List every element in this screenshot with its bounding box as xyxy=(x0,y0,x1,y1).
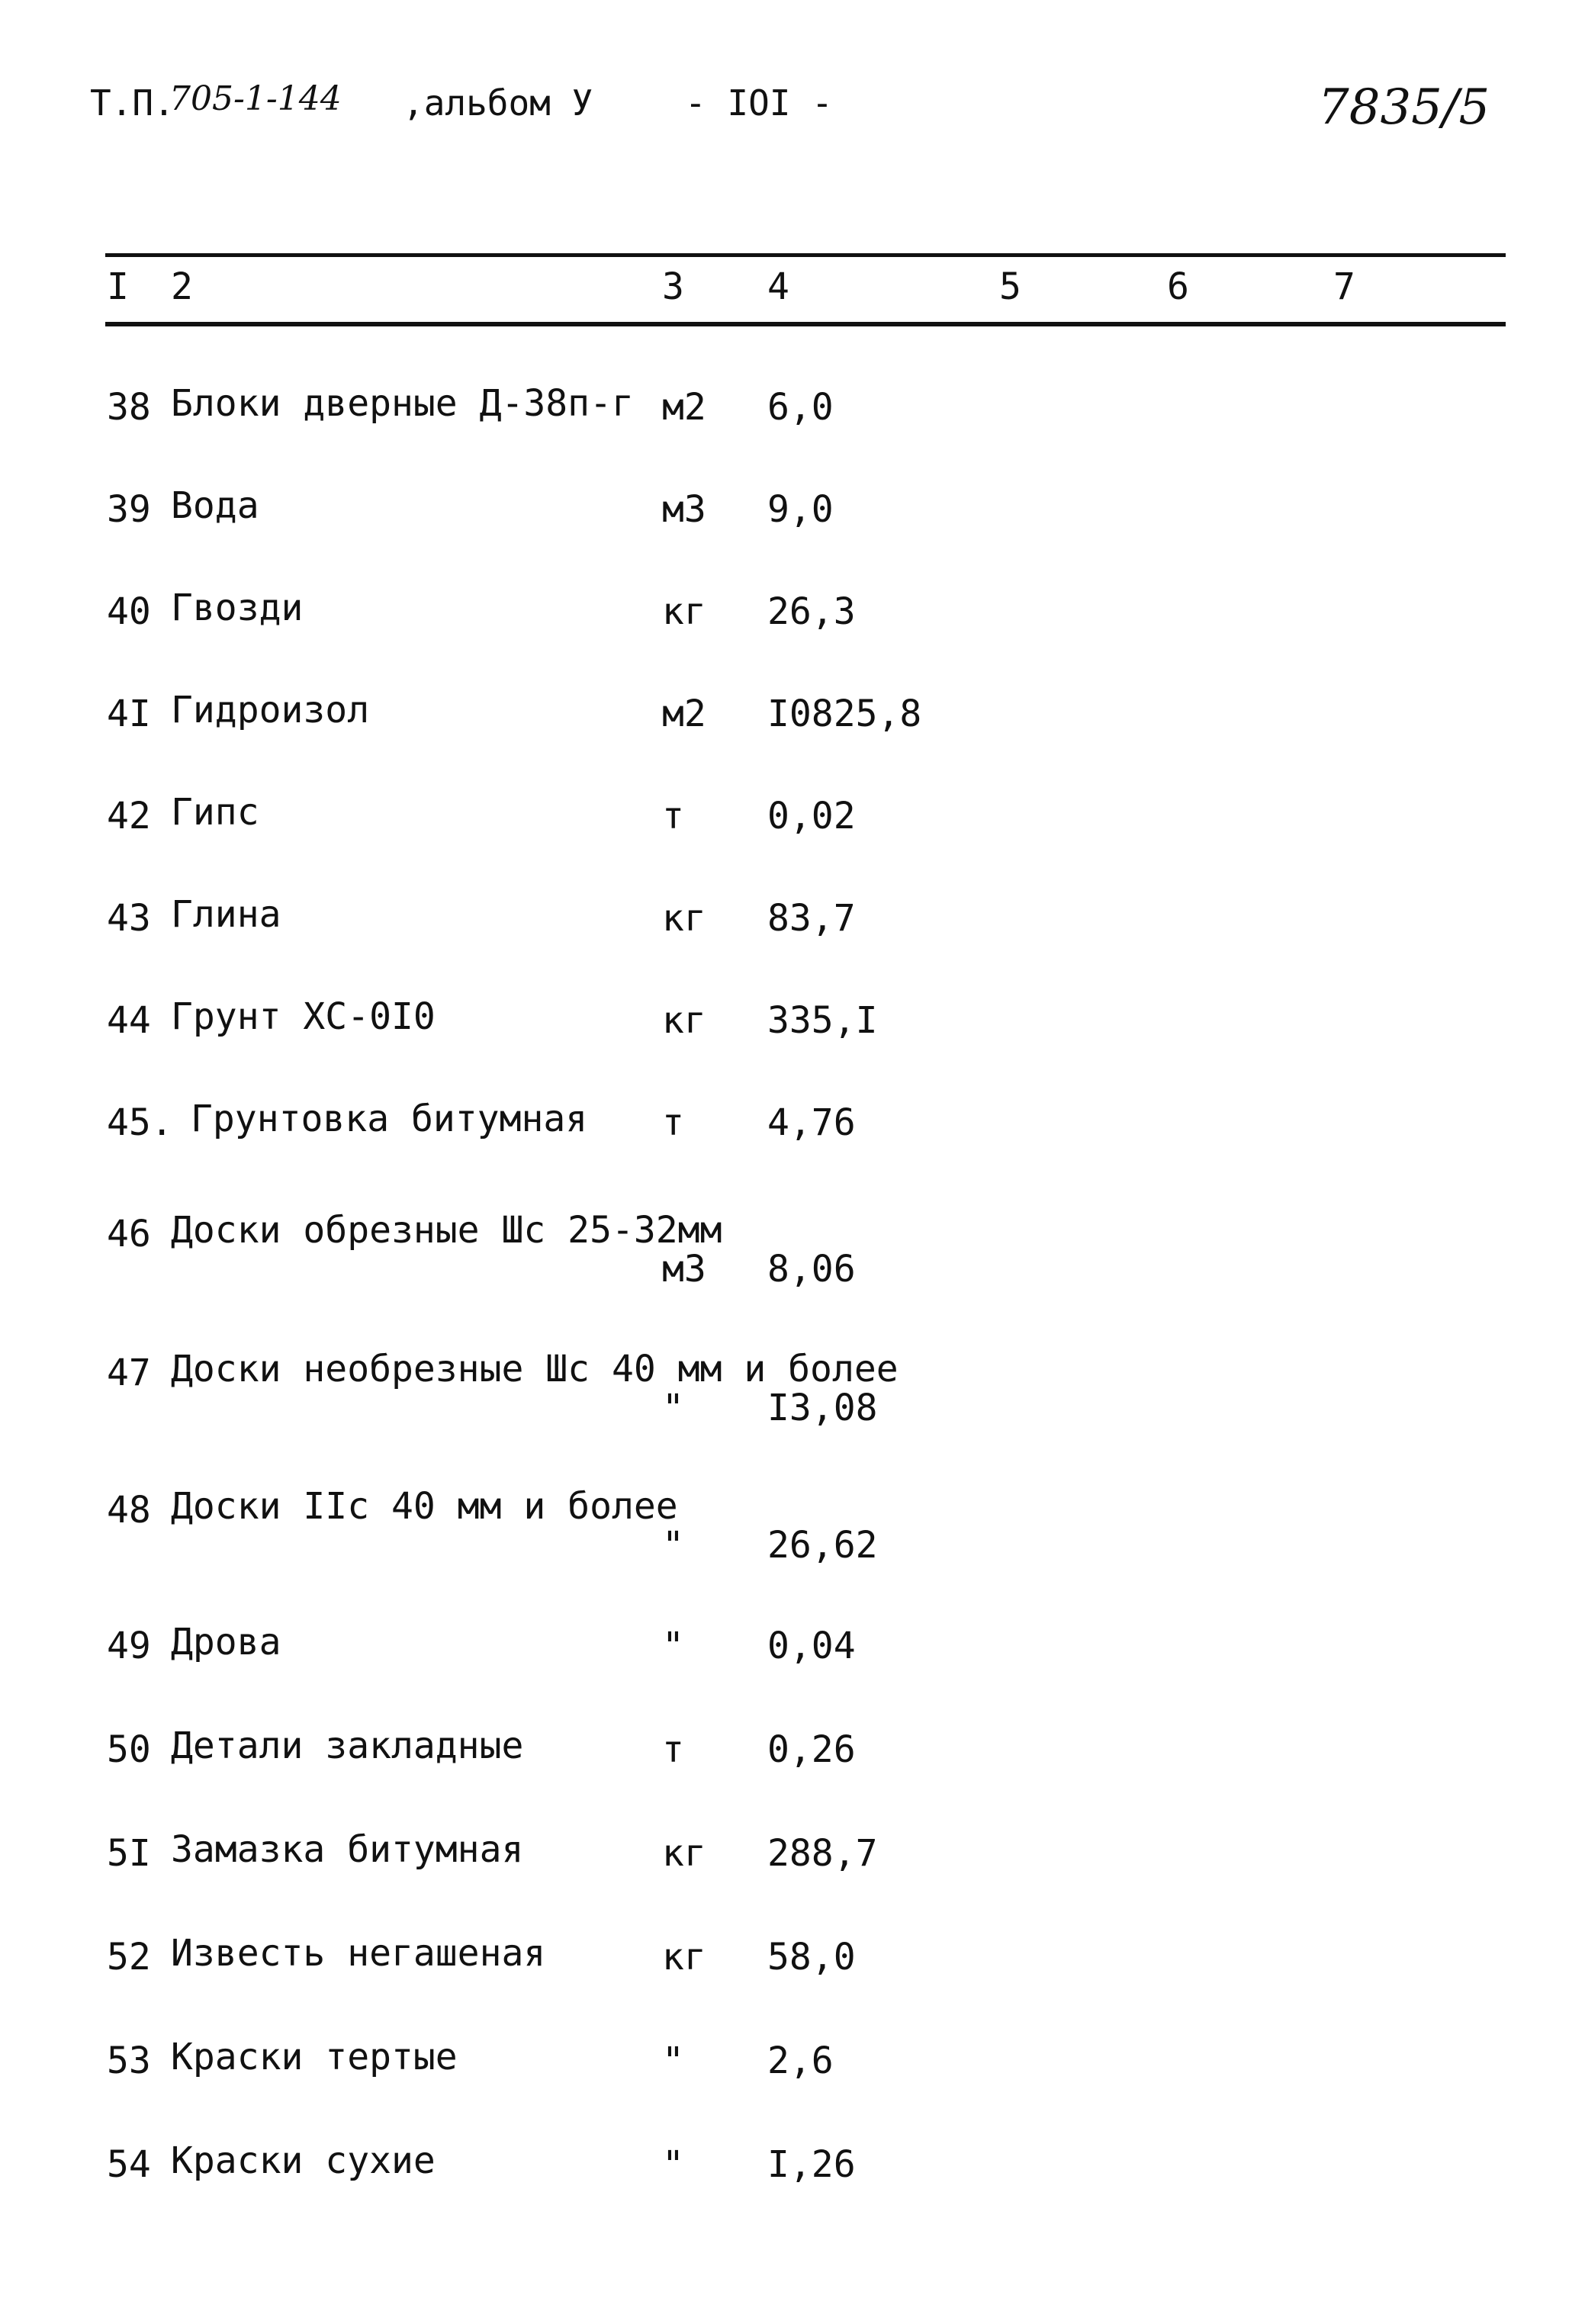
material-name: Доски IIс 40 мм и более xyxy=(171,1485,678,1528)
material-name: Грунт ХС-0I0 xyxy=(171,995,436,1038)
material-name: Краски тертые xyxy=(171,2036,458,2078)
row-number: 44 xyxy=(107,999,151,1042)
quantity: 26,62 xyxy=(767,1524,878,1567)
quantity: I3,08 xyxy=(767,1387,878,1429)
quantity: 58,0 xyxy=(767,1936,856,1978)
unit-of-measure: кг xyxy=(662,1832,706,1875)
unit-of-measure: кг xyxy=(662,999,706,1042)
unit-of-measure: кг xyxy=(662,897,706,940)
unit-of-measure: кг xyxy=(662,590,706,633)
row-number: 46 xyxy=(107,1213,151,1255)
quantity: 0,26 xyxy=(767,1728,856,1771)
unit-of-measure: м2 xyxy=(662,386,706,429)
page-number: - IOI - xyxy=(685,82,833,124)
material-name: Детали закладные xyxy=(171,1725,524,1767)
quantity: 4,76 xyxy=(767,1101,856,1144)
row-number: 52 xyxy=(107,1936,151,1978)
row-number: 42 xyxy=(107,795,151,837)
unit-of-measure: " xyxy=(662,1625,684,1667)
table-top-rule xyxy=(105,253,1506,257)
material-name: Вода xyxy=(171,484,259,527)
row-number: 48 xyxy=(107,1489,151,1532)
document-code: 7835/5 xyxy=(1318,79,1490,136)
material-name: Гипс xyxy=(171,791,259,834)
unit-of-measure: " xyxy=(662,1524,684,1567)
quantity: 335,I xyxy=(767,999,878,1042)
unit-of-measure: " xyxy=(662,2143,684,2186)
unit-of-measure: м3 xyxy=(662,488,706,531)
quantity: 26,3 xyxy=(767,590,856,633)
row-number: 43 xyxy=(107,897,151,940)
material-name: Известь негашеная xyxy=(171,1932,546,1975)
quantity: 8,06 xyxy=(767,1248,856,1291)
row-number: 45. xyxy=(107,1101,173,1144)
unit-of-measure: т xyxy=(662,795,684,837)
material-name: Доски обрезные Шс 25-32мм xyxy=(171,1209,722,1252)
material-name: Замазка битумная xyxy=(171,1828,524,1871)
quantity: 83,7 xyxy=(767,897,856,940)
quantity: 288,7 xyxy=(767,1832,878,1875)
material-name: Гвозди xyxy=(171,587,304,629)
quantity: 0,04 xyxy=(767,1625,856,1667)
material-name: Дрова xyxy=(171,1621,281,1663)
row-number: 50 xyxy=(107,1728,151,1771)
row-number: 38 xyxy=(107,386,151,429)
material-name: Краски сухие xyxy=(171,2139,436,2182)
unit-of-measure: " xyxy=(662,1387,684,1429)
unit-of-measure: м2 xyxy=(662,693,706,735)
unit-of-measure: т xyxy=(662,1101,684,1144)
column-header-1: I xyxy=(107,265,129,308)
unit-of-measure: т xyxy=(662,1728,684,1771)
column-header-7: 7 xyxy=(1333,265,1355,308)
material-name: Глина xyxy=(171,893,281,936)
row-number: 54 xyxy=(107,2143,151,2186)
column-header-3: 3 xyxy=(662,265,684,308)
material-name: Блоки дверные Д-38п-г xyxy=(171,382,634,425)
quantity: 6,0 xyxy=(767,386,834,429)
quantity: I0825,8 xyxy=(767,693,922,735)
row-number: 49 xyxy=(107,1625,151,1667)
row-number: 39 xyxy=(107,488,151,531)
row-number: 53 xyxy=(107,2040,151,2082)
table-header-rule xyxy=(105,322,1506,326)
row-number: 47 xyxy=(107,1352,151,1394)
unit-of-measure: м3 xyxy=(662,1248,706,1291)
quantity: 2,6 xyxy=(767,2040,834,2082)
material-name: Гидроизол xyxy=(171,689,370,731)
header-prefix: Т.П. xyxy=(90,82,175,124)
column-header-6: 6 xyxy=(1167,265,1189,308)
unit-of-measure: " xyxy=(662,2040,684,2082)
row-number: 40 xyxy=(107,590,151,633)
unit-of-measure: кг xyxy=(662,1936,706,1978)
project-number: 705-1-144 xyxy=(169,79,342,118)
quantity: I,26 xyxy=(767,2143,856,2186)
column-header-2: 2 xyxy=(171,265,193,308)
album-label: ,альбом У xyxy=(403,82,593,124)
row-number: 5I xyxy=(107,1832,151,1875)
row-number: 4I xyxy=(107,693,151,735)
column-header-5: 5 xyxy=(999,265,1021,308)
column-header-4: 4 xyxy=(767,265,789,308)
material-name: Доски необрезные Шс 40 мм и более xyxy=(171,1348,899,1390)
quantity: 9,0 xyxy=(767,488,834,531)
material-name: Грунтовка битумная xyxy=(191,1098,588,1140)
quantity: 0,02 xyxy=(767,795,856,837)
